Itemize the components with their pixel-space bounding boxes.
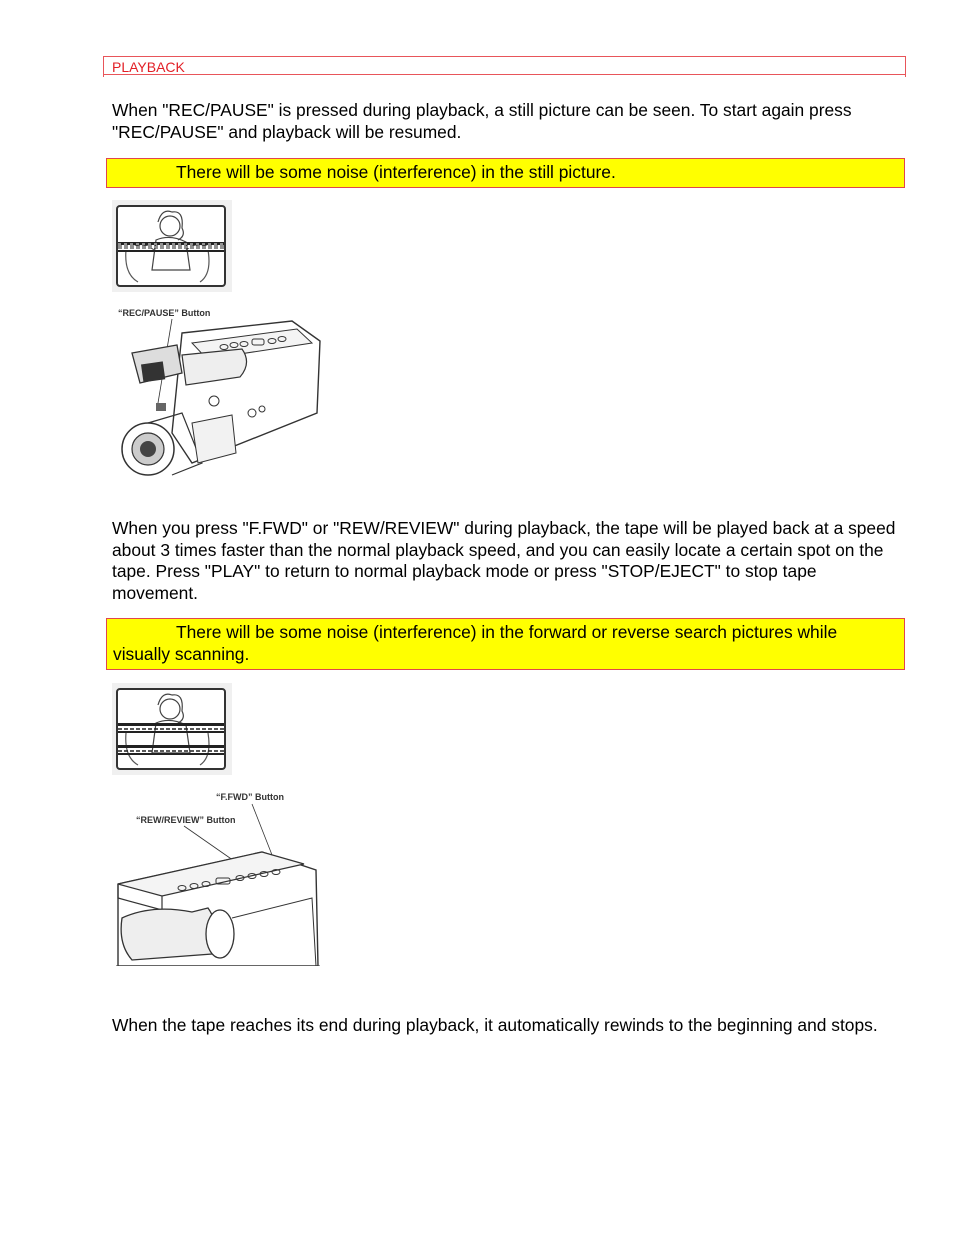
section-header bbox=[103, 56, 906, 75]
camcorder-search-buttons-illustration bbox=[112, 788, 322, 966]
still-picture-screen-illustration bbox=[112, 200, 234, 292]
header-tick-left bbox=[103, 72, 104, 77]
still-picture-note bbox=[106, 158, 905, 188]
still-picture-paragraph: When "REC/PAUSE" is pressed during playback, a still picture can be seen. To start again press "REC/PAUSE" and playback will be resumed. bbox=[112, 100, 852, 142]
rew-review-button-label: “REW/REVIEW” Button bbox=[136, 815, 236, 825]
rec-pause-button-label: “REC/PAUSE” Button bbox=[118, 308, 211, 318]
section-title: PLAYBACK bbox=[112, 59, 185, 75]
search-screen-illustration bbox=[112, 683, 234, 775]
search-note-text: There will be some noise (interference) in the forward or reverse search pictures while visually scanning. bbox=[113, 622, 838, 664]
auto-rewind-paragraph: When the tape reaches its end during playback, it automatically rewinds to the beginning and stops. bbox=[112, 1015, 878, 1035]
search-paragraph: When you press "F.FWD" or "REW/REVIEW" during playback, the tape will be played back at a speed about 3 times faster than the normal playback speed, and you can easily locate a certain spot on the tape. Press "PLAY" to return to normal playback mode or press "STOP/EJECT" to stop tape movement. bbox=[112, 518, 896, 603]
ffwd-button-label: “F.FWD” Button bbox=[216, 792, 284, 802]
still-picture-note-text: There will be some noise (interference) in the still picture. bbox=[176, 162, 616, 182]
camcorder-rec-pause-illustration bbox=[112, 303, 327, 483]
header-tick-right bbox=[905, 72, 906, 77]
search-note bbox=[106, 618, 905, 670]
